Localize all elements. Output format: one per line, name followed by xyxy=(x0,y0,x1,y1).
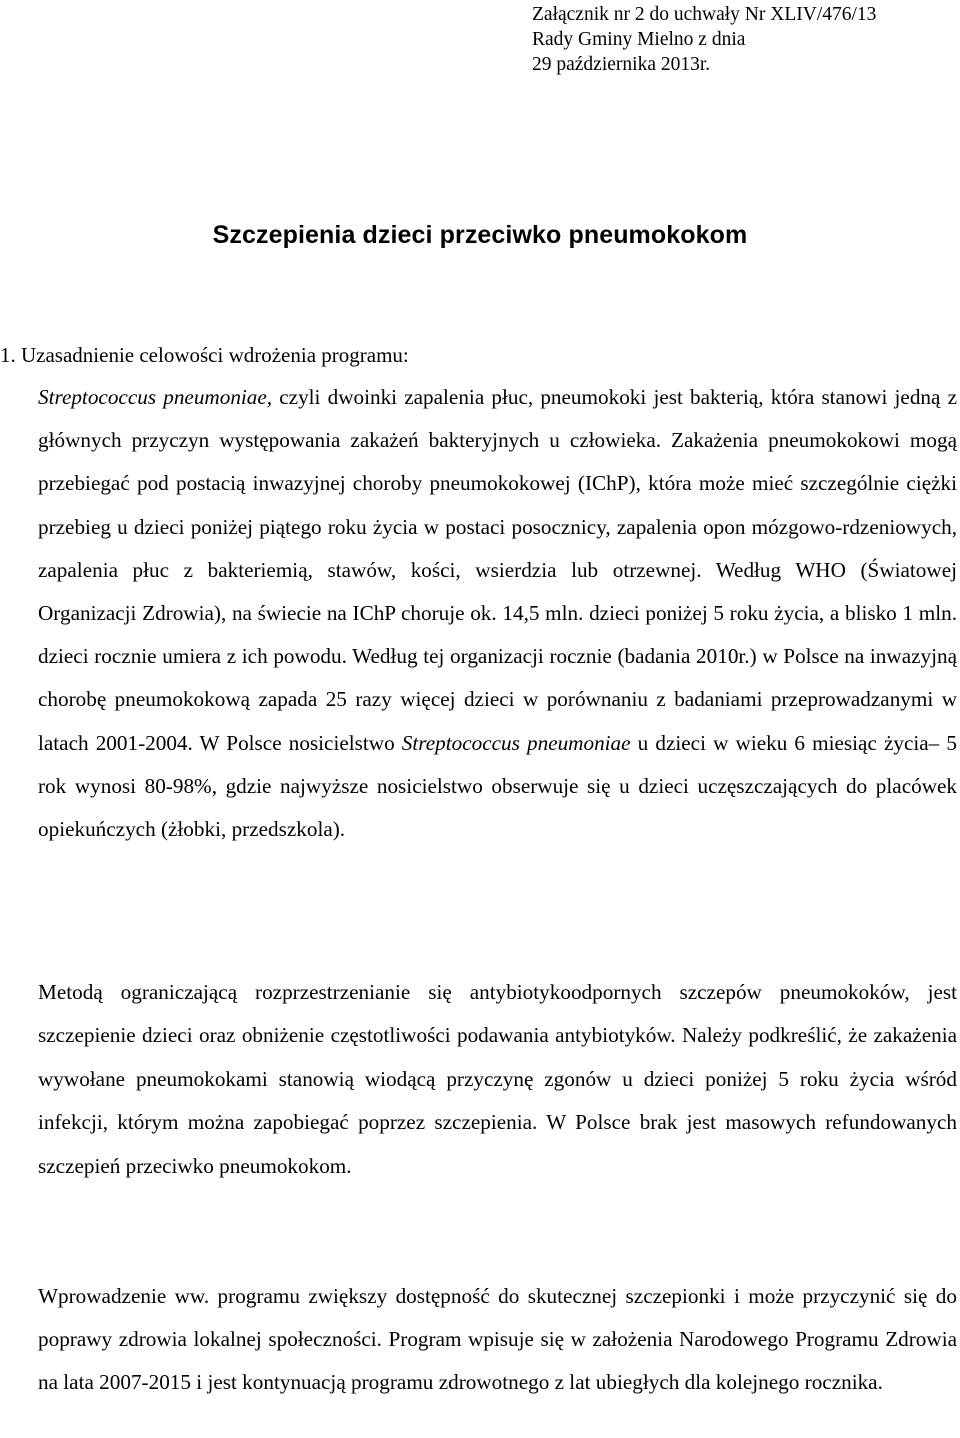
paragraph xyxy=(38,376,957,851)
species-name: Streptococcus pneumoniae, xyxy=(38,385,273,409)
section-heading: 1. Uzasadnienie celowości wdrożenia programu: xyxy=(0,343,409,367)
attachment-note-line: 29 października 2013r. xyxy=(532,54,711,75)
paragraph-block xyxy=(38,1275,957,1405)
paragraph-text: czyli dwoinki zapalenia płuc, pneumokoki jest bakterią, która stanowi jedną z głównych przyczyn występowania zakażeń bakteryjnych u człowieka. Zakażenia pneumokokowi mogą przebiegać pod postacią inwazyjnej choroby pneumokokowej (IChP), która może mieć szczególnie ciężki przebieg u dzieci poniżej piątego roku życia w postaci posocznicy, zapalenia opon mózgowo-rdzeniowych, zapalenia płuc z bakteriemią, stawów, kości, wsierdzia lub otrzewnej. Według WHO (Światowej Organizacji Zdrowia), na świecie na IChP choruje ok. 14,5 mln. dzieci poniżej 5 roku życia, a blisko 1 mln. dzieci rocznie umiera z ich powodu. Według tej organizacji rocznie (badania 2010r.) w Polsce na inwazyjną chorobę pneumokokową zapada 25 razy więcej dzieci w porównaniu z badaniami przeprowadzanymi w latach 2001-2004. W Polsce nosicielstwo xyxy=(38,385,957,755)
paragraph: Wprowadzenie ww. programu zwiększy dostępność do skutecznej szczepionki i może przyczynić się do poprawy zdrowia lokalnej społeczności. Program wpisuje się w założenia Narodowego Programu Zdrowia na lata 2007-2015 i jest kontynuacją programu zdrowotnego z lat ubiegłych dla kolejnego rocznika. xyxy=(38,1284,957,1395)
section-body xyxy=(38,376,957,851)
attachment-note-line: Załącznik nr 2 do uchwały Nr XLIV/476/13 xyxy=(532,4,877,25)
attachment-note-line: Rady Gminy Mielno z dnia xyxy=(532,29,746,50)
paragraph-text: u dzieci w wieku 6 miesiąc życia– 5 rok wynosi 80-98%, gdzie najwyższe nosicielstwo obserwuje się u dzieci uczęszczających do placówek opiekuńczych (żłobki, przedszkola). xyxy=(38,730,957,842)
document-title: Szczepienia dzieci przeciwko pneumokokom xyxy=(212,221,748,249)
paragraph-block xyxy=(38,971,957,1188)
attachment-note xyxy=(532,2,952,77)
species-name: Streptococcus pneumoniae xyxy=(401,730,631,755)
paragraph: Metodą ograniczającą rozprzestrzenianie się antybiotykoodpornych szczepów pneumokoków, jest szczepienie dzieci oraz obniżenie częstotliwości podawania antybiotyków. Należy podkreślić, że zakażenia wywołane pneumokokami stanowią wiodącą przyczynę zgonów u dzieci poniżej 5 roku życia wśród infekcji, którym można zapobiegać poprzez szczepienia. W Polsce brak jest masowych refundowanych szczepień przeciwko pneumokokom. xyxy=(38,980,957,1178)
